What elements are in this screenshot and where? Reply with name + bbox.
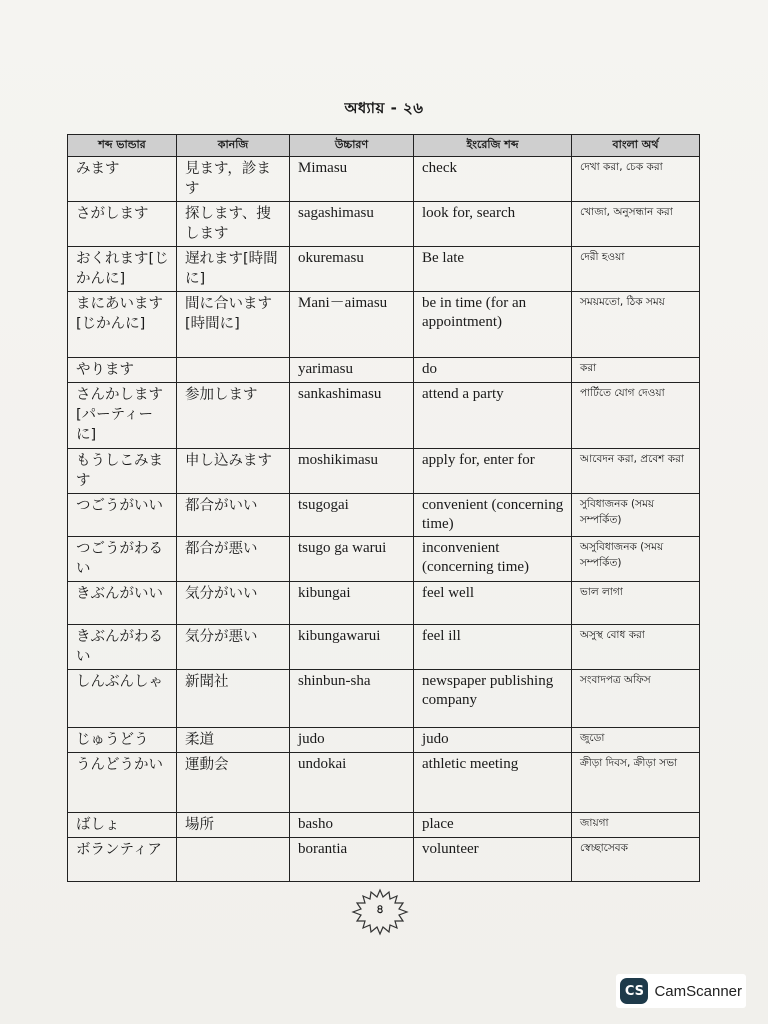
cell-vocabulary: きぶんがいい xyxy=(68,582,177,625)
cell-pronunciation: Mimasu xyxy=(290,157,414,202)
cell-pronunciation: judo xyxy=(290,728,414,753)
cell-pronunciation: moshikimasu xyxy=(290,449,414,494)
cell-pronunciation: tsugogai xyxy=(290,494,414,537)
cell-english: Be late xyxy=(414,247,572,292)
table-row xyxy=(68,537,700,582)
cell-bangla: ভাল লাগা xyxy=(572,582,700,625)
cell-kanji: 気分がいい xyxy=(177,582,290,625)
cell-english: inconvenient (concerning time) xyxy=(414,537,572,582)
table-row xyxy=(68,838,700,882)
cell-pronunciation: okuremasu xyxy=(290,247,414,292)
cell-bangla: খোজা, অনুসন্ধান করা xyxy=(572,202,700,247)
table-row xyxy=(68,670,700,728)
cell-bangla: অসুবিধাজনক (সময় সম্পর্কিত) xyxy=(572,537,700,582)
table-row xyxy=(68,494,700,537)
table-row xyxy=(68,813,700,838)
cell-vocabulary: さんかします[パーティーに] xyxy=(68,383,177,449)
cell-english: feel ill xyxy=(414,625,572,670)
cell-english: be in time (for an appointment) xyxy=(414,292,572,358)
header-english: ইংরেজি শব্দ xyxy=(414,135,572,157)
cell-bangla: পার্টিতে যোগ দেওয়া xyxy=(572,383,700,449)
table-header-row xyxy=(68,135,700,157)
cell-kanji xyxy=(177,838,290,882)
cell-bangla: অসুস্থ বোধ করা xyxy=(572,625,700,670)
cell-english: do xyxy=(414,358,572,383)
cell-pronunciation: shinbun-sha xyxy=(290,670,414,728)
cell-pronunciation: kibungawarui xyxy=(290,625,414,670)
cell-bangla: করা xyxy=(572,358,700,383)
cell-vocabulary: やります xyxy=(68,358,177,383)
table-row xyxy=(68,449,700,494)
header-kanji: কানজি xyxy=(177,135,290,157)
cell-pronunciation: sankashimasu xyxy=(290,383,414,449)
cell-pronunciation: Mani－aimasu xyxy=(290,292,414,358)
cell-kanji: 申し込みます xyxy=(177,449,290,494)
cell-english: apply for, enter for xyxy=(414,449,572,494)
page-number: ৪ xyxy=(376,902,384,916)
cell-kanji: 柔道 xyxy=(177,728,290,753)
cell-bangla: জায়গা xyxy=(572,813,700,838)
cell-kanji: 都合が悪い xyxy=(177,537,290,582)
table-row xyxy=(68,625,700,670)
cell-english: athletic meeting xyxy=(414,753,572,813)
cell-pronunciation: yarimasu xyxy=(290,358,414,383)
table-row xyxy=(68,202,700,247)
cell-vocabulary: おくれます[じかんに] xyxy=(68,247,177,292)
cell-english: check xyxy=(414,157,572,202)
cell-english: place xyxy=(414,813,572,838)
cell-kanji: 探します、捜します xyxy=(177,202,290,247)
cell-kanji xyxy=(177,358,290,383)
cell-kanji: 都合がいい xyxy=(177,494,290,537)
cell-bangla: সুবিধাজনক (সময় সম্পর্কিত) xyxy=(572,494,700,537)
cell-pronunciation: kibungai xyxy=(290,582,414,625)
cell-kanji: 間に合います[時間に] xyxy=(177,292,290,358)
table-row xyxy=(68,383,700,449)
cell-pronunciation: basho xyxy=(290,813,414,838)
cell-english: feel well xyxy=(414,582,572,625)
camscanner-watermark xyxy=(616,974,746,1008)
cell-english: newspaper publishing company xyxy=(414,670,572,728)
cell-vocabulary: つごうがわるい xyxy=(68,537,177,582)
cell-bangla: সময়মতো, ঠিক সময় xyxy=(572,292,700,358)
cell-bangla: দেখা করা, চেক করা xyxy=(572,157,700,202)
table-row xyxy=(68,358,700,383)
cell-vocabulary: もうしこみます xyxy=(68,449,177,494)
cell-bangla: স্বেচ্ছাসেবক xyxy=(572,838,700,882)
cell-kanji: 見ます，診ます xyxy=(177,157,290,202)
cell-bangla: আবেদন করা, প্রবেশ করা xyxy=(572,449,700,494)
cell-bangla: দেরী হওয়া xyxy=(572,247,700,292)
cell-english: look for, search xyxy=(414,202,572,247)
header-bangla: বাংলা অর্থ xyxy=(572,135,700,157)
cell-vocabulary: じゅうどう xyxy=(68,728,177,753)
cell-bangla: জুডো xyxy=(572,728,700,753)
header-pronunciation: উচ্চারণ xyxy=(290,135,414,157)
cell-kanji: 遅れます[時間に] xyxy=(177,247,290,292)
cell-pronunciation: sagashimasu xyxy=(290,202,414,247)
cell-kanji: 運動会 xyxy=(177,753,290,813)
cell-vocabulary: しんぶんしゃ xyxy=(68,670,177,728)
cell-pronunciation: borantia xyxy=(290,838,414,882)
cell-bangla: সংবাদপত্র অফিস xyxy=(572,670,700,728)
cell-vocabulary: うんどうかい xyxy=(68,753,177,813)
cell-kanji: 場所 xyxy=(177,813,290,838)
cell-kanji: 参加します xyxy=(177,383,290,449)
cell-bangla: ক্রীড়া দিবস, ক্রীড়া সভা xyxy=(572,753,700,813)
cell-english: attend a party xyxy=(414,383,572,449)
cell-vocabulary: まにあいます[じかんに] xyxy=(68,292,177,358)
camscanner-label: CamScanner xyxy=(654,982,742,1000)
camscanner-logo-icon: CS xyxy=(620,978,648,1004)
cell-english: volunteer xyxy=(414,838,572,882)
page-number-badge xyxy=(349,887,411,937)
table-row xyxy=(68,728,700,753)
table-row xyxy=(68,582,700,625)
table-row xyxy=(68,753,700,813)
cell-english: convenient (concerning time) xyxy=(414,494,572,537)
cell-vocabulary: みます xyxy=(68,157,177,202)
chapter-title: অধ্যায় - ২৬ xyxy=(344,99,424,117)
cell-pronunciation: tsugo ga warui xyxy=(290,537,414,582)
cell-vocabulary: つごうがいい xyxy=(68,494,177,537)
cell-vocabulary: きぶんがわるい xyxy=(68,625,177,670)
cell-vocabulary: ボランティア xyxy=(68,838,177,882)
cell-kanji: 新聞社 xyxy=(177,670,290,728)
cell-english: judo xyxy=(414,728,572,753)
cell-vocabulary: ばしょ xyxy=(68,813,177,838)
cell-vocabulary: さがします xyxy=(68,202,177,247)
header-vocabulary: শব্দ ভান্ডার xyxy=(68,135,177,157)
cell-pronunciation: undokai xyxy=(290,753,414,813)
table-row xyxy=(68,292,700,358)
cell-kanji: 気分が悪い xyxy=(177,625,290,670)
table-row xyxy=(68,247,700,292)
table-row xyxy=(68,157,700,202)
vocabulary-table xyxy=(67,134,700,882)
